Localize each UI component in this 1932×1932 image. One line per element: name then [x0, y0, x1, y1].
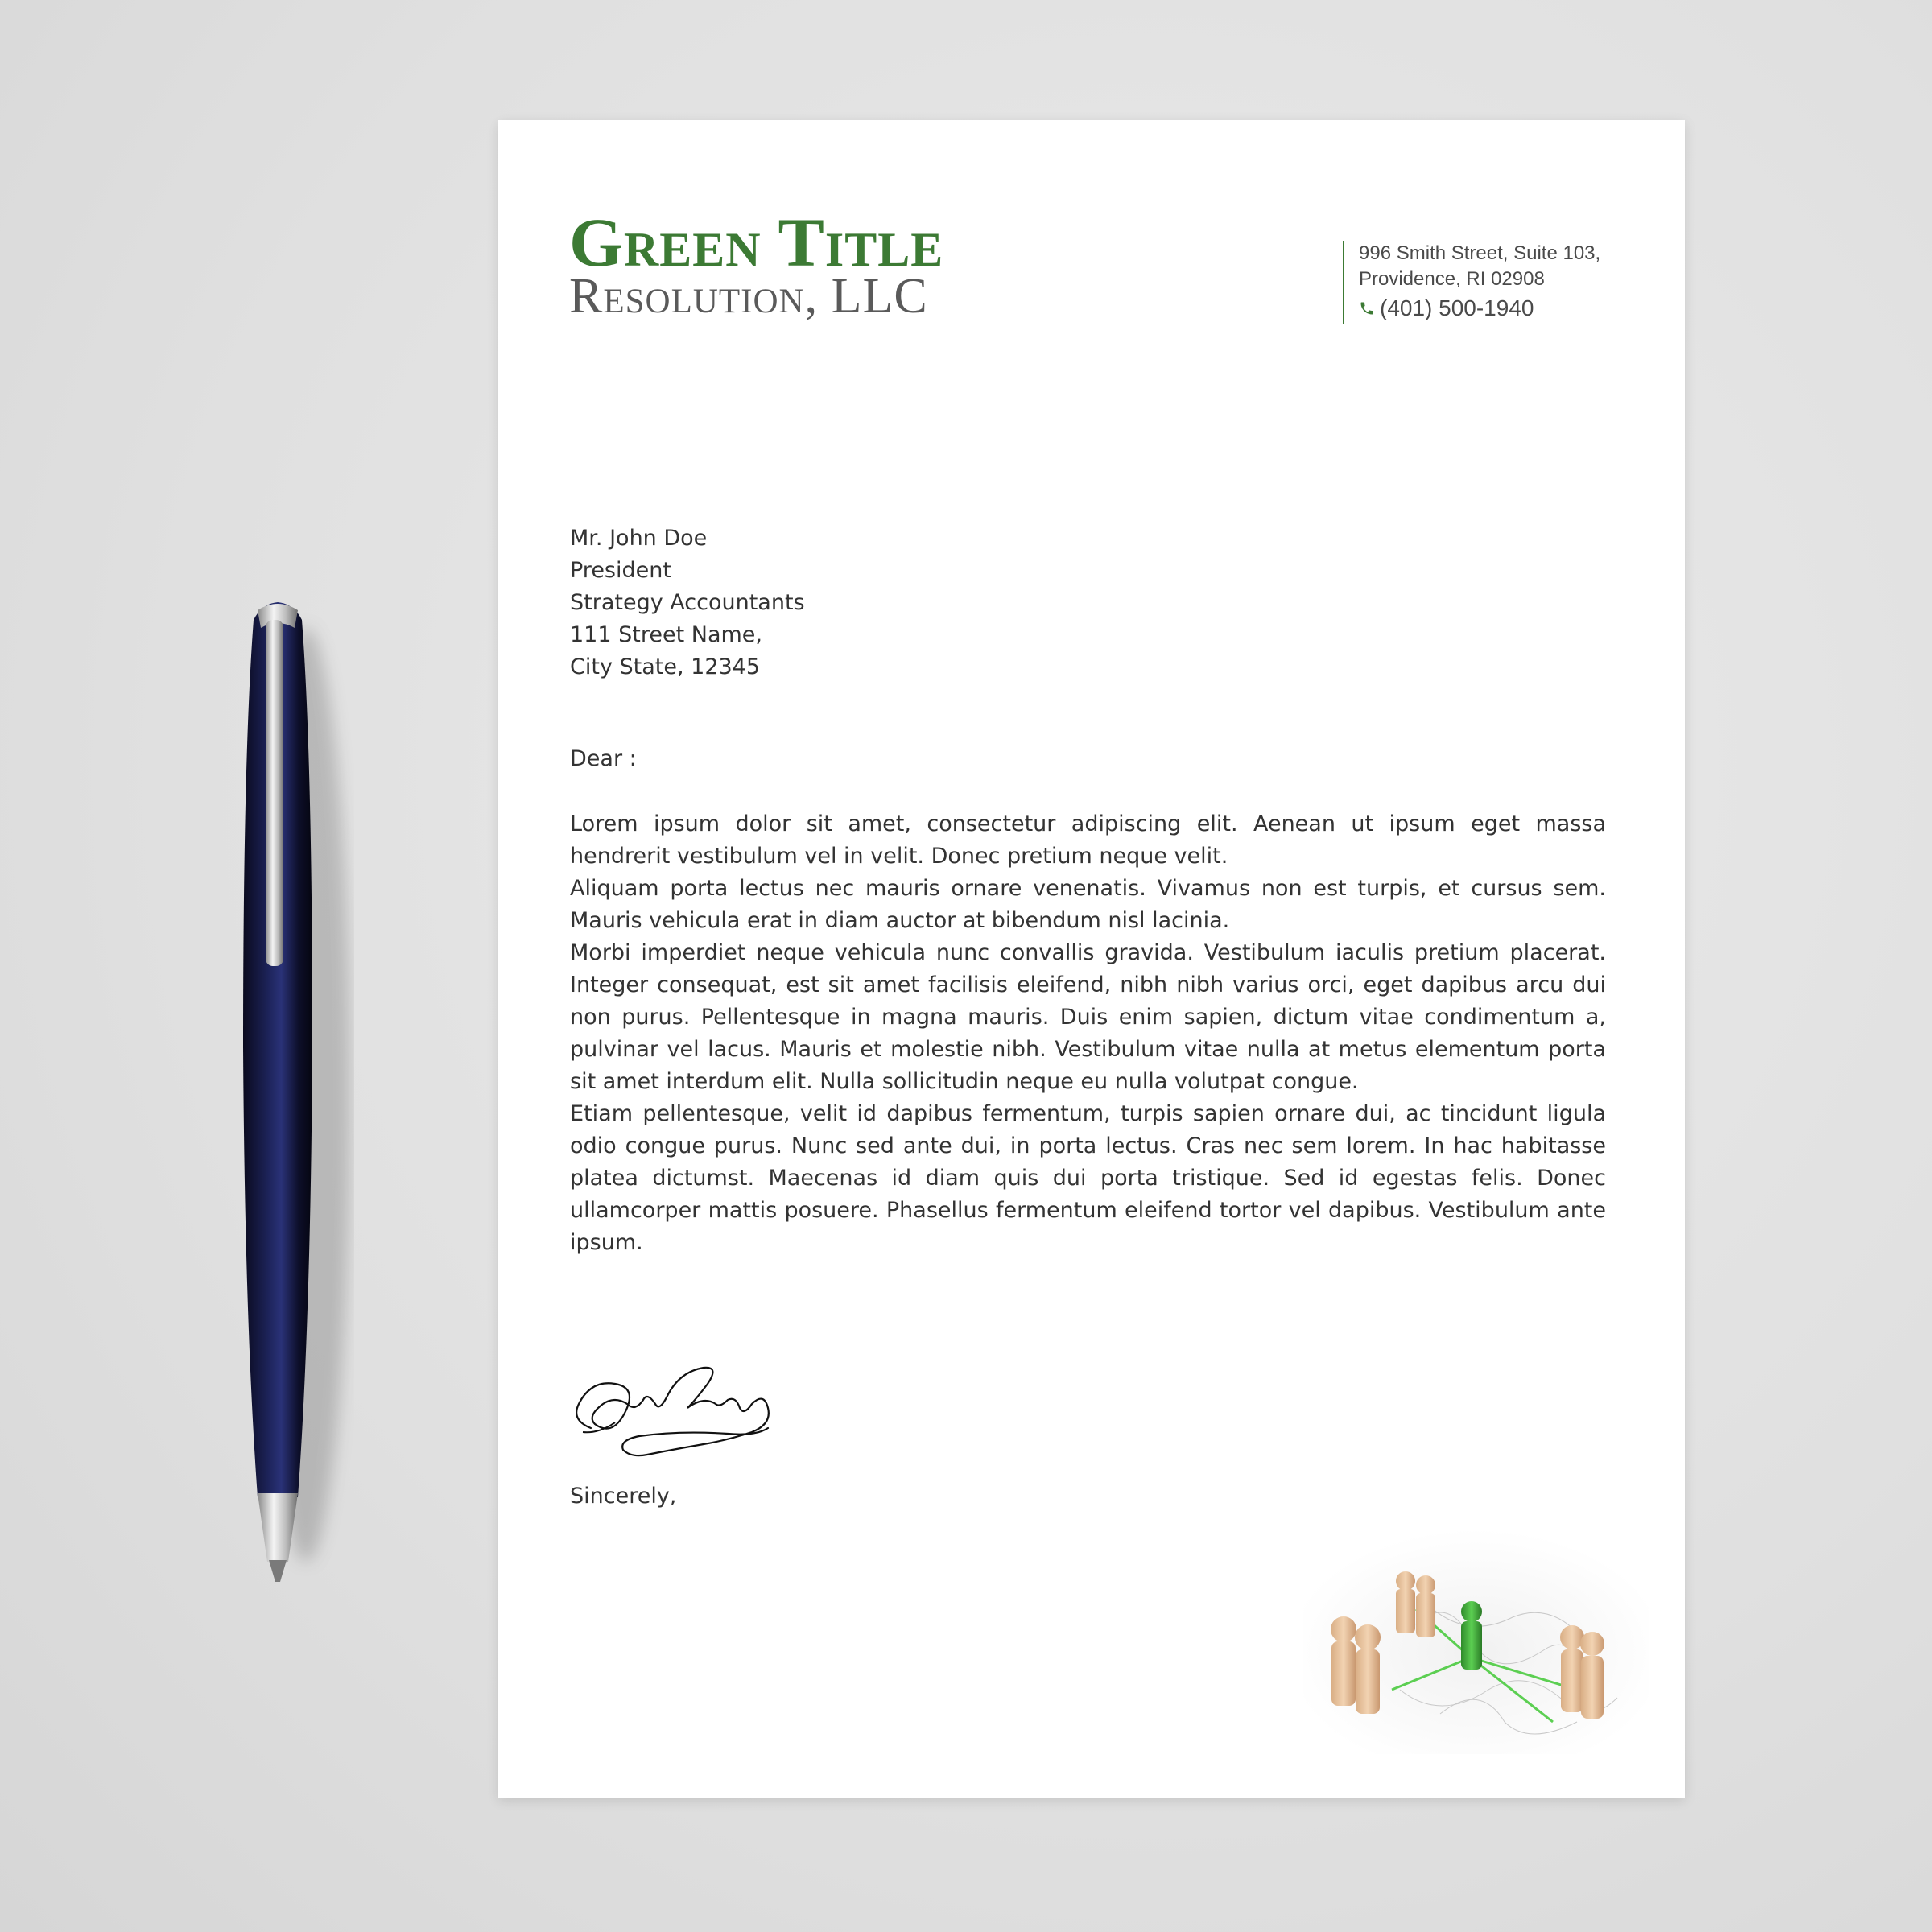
recipient-title: President — [570, 558, 671, 583]
body-paragraph: Morbi imperdiet neque vehicula nunc convallis gravida. Vestibulum iaculis pretium placerat. Integer consequat, est sit amet facilisis eleifend, nibh nibh varius orci, eget dapibus arcu dui non purus. Pellentesque in magna mauris. Duis enim sapien, dictum vitae condimentum a, pulvinar vel lacus. Mauris et molestie nibh. Vestibulum vitae nulla at metus elementum porta sit amet interdum elit. Nulla sollicitudin neque eu nulla volutpat congue. — [570, 940, 1606, 1094]
address-line1: 996 Smith Street, Suite 103, — [1359, 242, 1601, 264]
company-logo — [569, 204, 944, 324]
greeting: Dear : — [570, 746, 637, 771]
phone-row — [1359, 292, 1600, 324]
body-paragraph: Etiam pellentesque, velit id dapibus fermentum, turpis sapien ornare dui, ac tincidunt ligula odio congue purus. Nunc sed ante dui, in porta lectus. Cras nec sem lorem. In hac habitasse platea dictumst. Maecenas id diam quis dui porta tristique. Sed id egestas felis. Donec ullamcorper mattis posuere. Phasellus fermentum eleifend tortor vel dapibus. Vestibulum ante ipsum. — [570, 1101, 1606, 1255]
recipient-city: City State, 12345 — [570, 654, 761, 679]
recipient-name: Mr. John Doe — [570, 526, 708, 551]
body-paragraph: Lorem ipsum dolor sit amet, consectetur adipiscing elit. Aenean ut ipsum eget massa hendrerit vestibulum vel in velit. Donec pretium neque velit. — [570, 811, 1606, 869]
phone-icon — [1359, 300, 1375, 316]
phone-number: (401) 500-1940 — [1380, 295, 1534, 320]
signature — [567, 1360, 784, 1468]
logo-company-name-line1: Green Title — [569, 204, 944, 281]
logo-company-name-line2: Resolution, LLC — [569, 269, 928, 324]
recipient-company: Strategy Accountants — [570, 590, 805, 615]
letter-paper — [498, 120, 1685, 1798]
letter-body — [570, 808, 1606, 1259]
address-line2: Providence, RI 02908 — [1359, 268, 1545, 290]
pen-image — [217, 596, 354, 1594]
recipient-street: 111 Street Name, — [570, 622, 762, 647]
closing: Sincerely, — [570, 1484, 677, 1509]
recipient-block — [570, 522, 805, 683]
body-paragraph: Aliquam porta lectus nec mauris ornare venenatis. Vivamus non est turpis, et cursus sem. Mauris vehicula erat in diam auctor at bibendum nisl lacinia. — [570, 876, 1606, 933]
contact-block — [1343, 241, 1600, 324]
people-network-illustration — [1303, 1529, 1649, 1754]
